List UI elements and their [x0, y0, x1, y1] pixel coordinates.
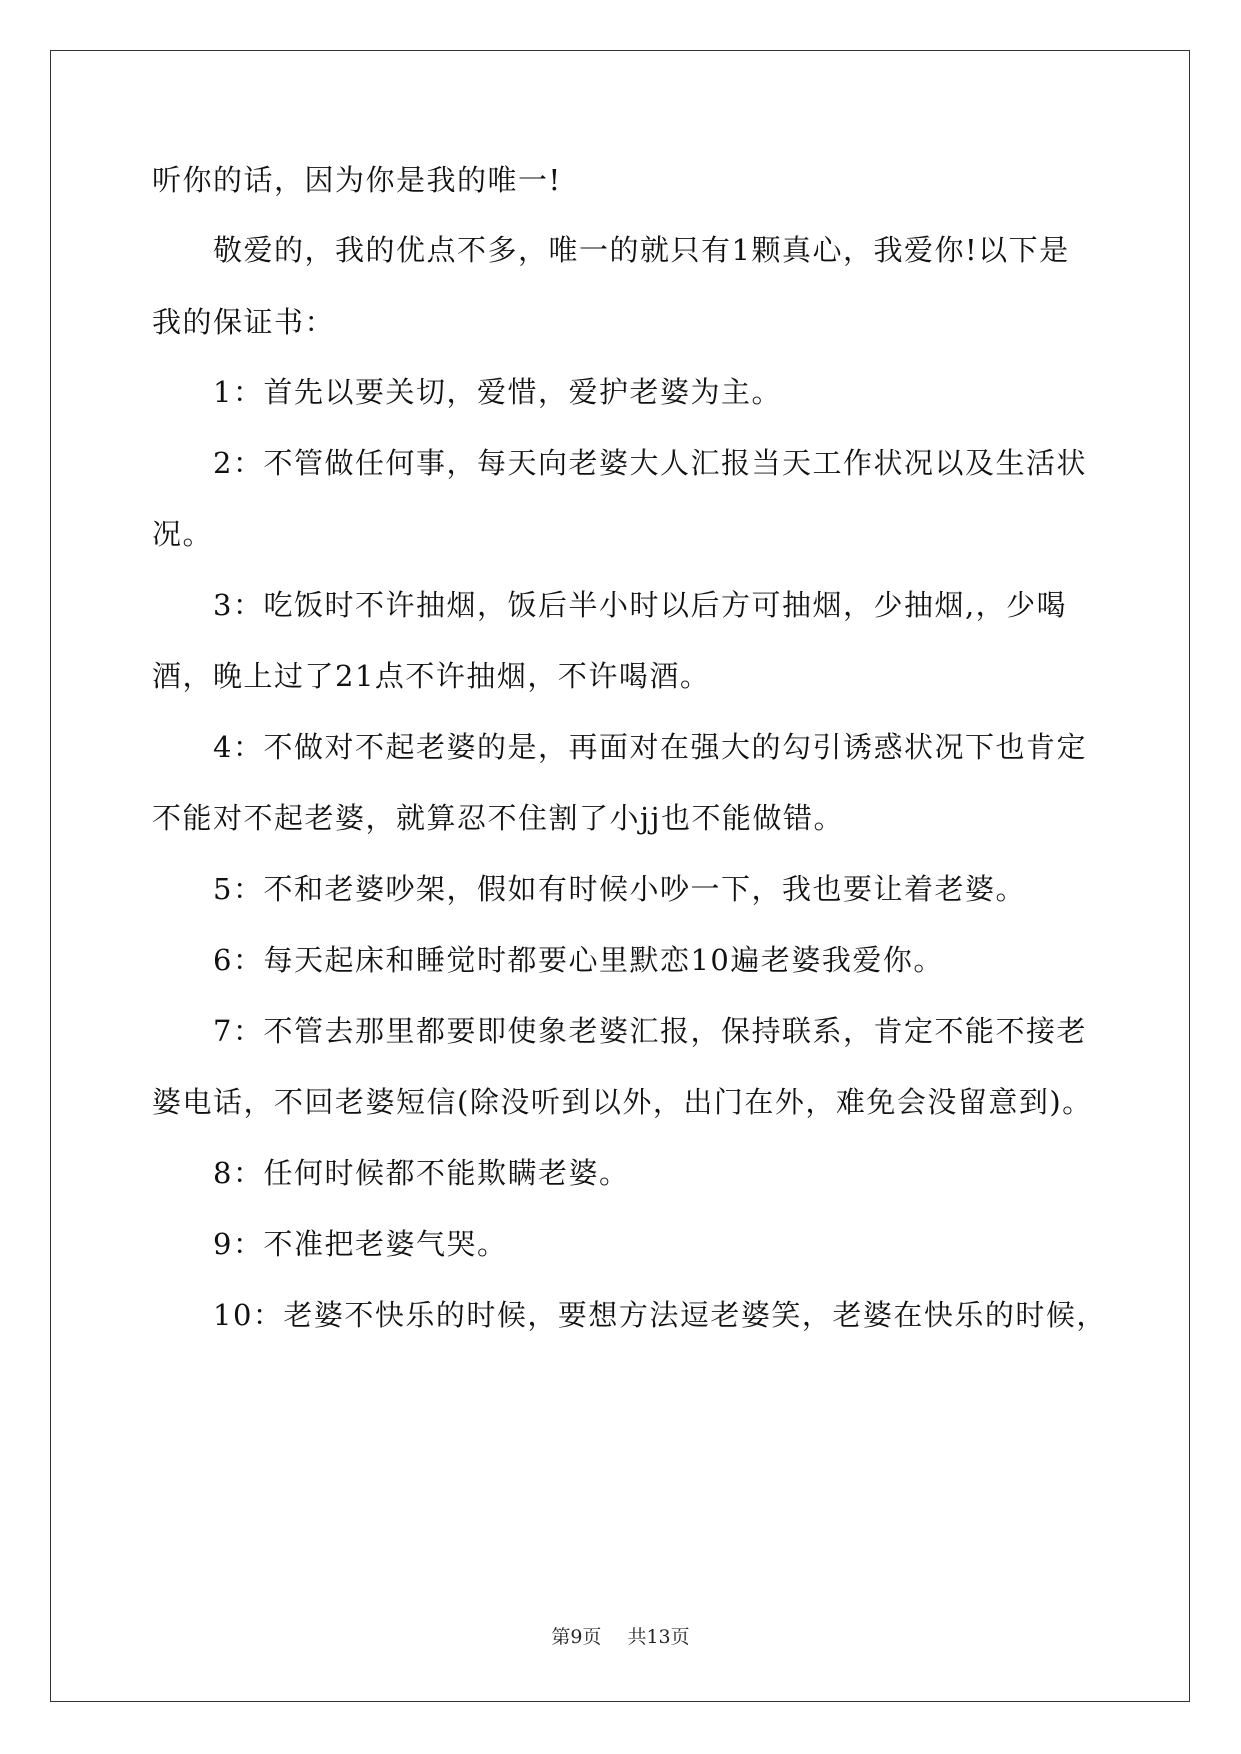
paragraph-line: 敬爱的，我的优点不多，唯一的就只有1颗真心，我爱你!以下是 [213, 233, 1070, 267]
list-item-3: 3：吃饭时不许抽烟，饭后半小时以后方可抽烟，少抽烟,，少喝 [213, 588, 1068, 622]
page-total: 共13页 [627, 1626, 690, 1648]
page-number: 第9页 [551, 1626, 602, 1648]
text-line: 我的保证书： [152, 305, 336, 339]
text-line: 不能对不起老婆，就算忍不住割了小jj也不能做错。 [152, 801, 844, 835]
list-item-6: 6：每天起床和睡觉时都要心里默恋10遍老婆我爱你。 [213, 943, 944, 977]
text-line: 婆电话，不回老婆短信(除没听到以外，出门在外，难免会没留意到)。 [152, 1085, 1093, 1119]
page-footer [0, 1622, 1241, 1649]
list-item-5: 5：不和老婆吵架，假如有时候小吵一下，我也要让着老婆。 [213, 872, 1026, 906]
text-line: 况。 [152, 517, 214, 551]
list-item-4: 4：不做对不起老婆的是，再面对在强大的勾引诱惑状况下也肯定 [213, 730, 1087, 764]
list-item-8: 8：任何时候都不能欺瞒老婆。 [213, 1156, 630, 1190]
text-line: 听你的话，因为你是我的唯一! [152, 163, 562, 197]
list-item-1: 1：首先以要关切，爱惜，爱护老婆为主。 [213, 375, 782, 409]
list-item-9: 9：不准把老婆气哭。 [213, 1227, 508, 1261]
list-item-2: 2：不管做任何事，每天向老婆大人汇报当天工作状况以及生活状 [213, 446, 1087, 480]
text-line: 酒，晚上过了21点不许抽烟，不许喝酒。 [152, 659, 711, 693]
list-item-7: 7：不管去那里都要即使象老婆汇报，保持联系，肯定不能不接老 [213, 1014, 1087, 1048]
list-item-10: 10：老婆不快乐的时候，要想方法逗老婆笑，老婆在快乐的时候， [213, 1298, 1107, 1332]
